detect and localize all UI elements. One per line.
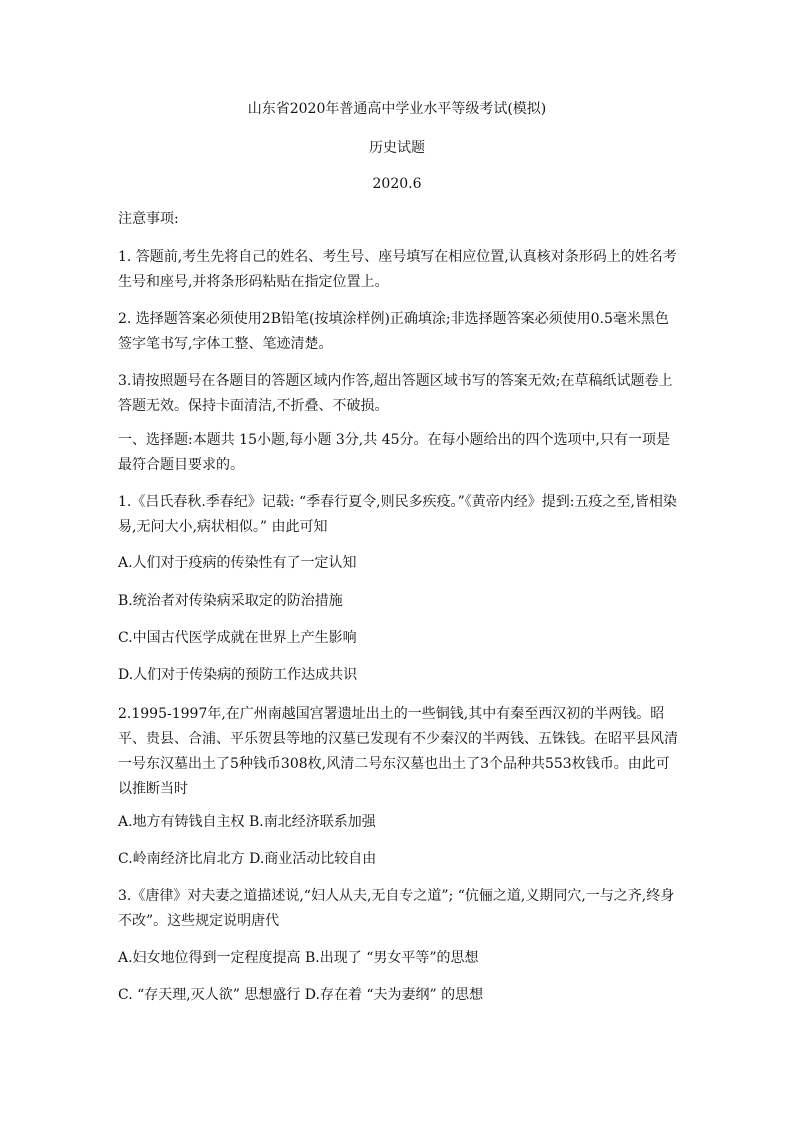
note-item: 1. 答题前,考生先将自己的姓名、考生号、座号填写在相应位置,认真核对条形码上的姓名考生号和座号,并将条形码粘贴在指定位置上。 <box>118 249 677 290</box>
question-stem: 1.《吕氏春秋.季春纪》记载: “季春行夏令,则民多疾疫。”《黄帝内经》提到:五疫之至,皆相染易,无问大小,病状相似。” 由此可知 <box>118 494 677 535</box>
section-intro: 一、选择题:本题共 15小题,每小题 3分,共 45分。在每小题给出的四个选项中,只有一项是最符合题目要求的。 <box>118 432 670 473</box>
question-option: A.人们对于疫病的传染性有了一定认知 <box>118 555 357 571</box>
question-option: B.统治者对传染病采取定的防治措施 <box>118 593 343 609</box>
exam-subject: 历史试题 <box>369 140 425 156</box>
question-stem: 2.1995-1997年,在广州南越国宫署遗址出土的一些铜钱,其中有秦至西汉初的半两钱。昭平、贵县、合浦、平乐贺县等地的汉墓已发现有不少秦汉的半两钱、五铢钱。在昭平县风清一号东汉墓出土了5种钱币308枚,风清二号东汉墓也出土了3个品种共553枚钱币。由此可以推断当时 <box>118 706 678 797</box>
question-option: C.岭南经济比肩北方 D.商业活动比较自由 <box>118 851 377 867</box>
note-item: 3.请按照题号在各题目的答题区域内作答,超出答题区域书写的答案无效;在草稿纸试题卷上答题无效。保持卡面清洁,不折叠、不破损。 <box>118 373 673 414</box>
question-option: C.中国古代医学成就在世界上产生影响 <box>118 630 357 646</box>
exam-title: 山东省2020年普通高中学业水平等级考试(模拟) <box>247 101 547 117</box>
note-item: 2. 选择题答案必须使用2B铅笔(按填涂样例)正确填涂;非选择题答案必须使用0.5毫米黑色签字笔书写,字体工整、笔迹清楚。 <box>118 311 669 352</box>
exam-date: 2020.6 <box>372 176 422 192</box>
notes-heading: 注意事项: <box>118 211 179 227</box>
question-option: C. “存天理,灭人欲” 思想盛行 D.存在着 “夫为妻纲” 的思想 <box>118 987 484 1003</box>
question-stem: 3.《唐律》对夫妻之道描述说,“妇人从夫,无自专之道”; “伉俪之道,义期同穴,一与之齐,终身不改”。这些规定说明唐代 <box>118 888 675 929</box>
question-option: A.妇女地位得到一定程度提高 B.出现了 “男女平等”的思想 <box>118 950 479 966</box>
question-option: D.人们对于传染病的预防工作达成共识 <box>118 667 358 683</box>
question-option: A.地方有铸钱自主权 B.南北经济联系加强 <box>118 814 376 830</box>
